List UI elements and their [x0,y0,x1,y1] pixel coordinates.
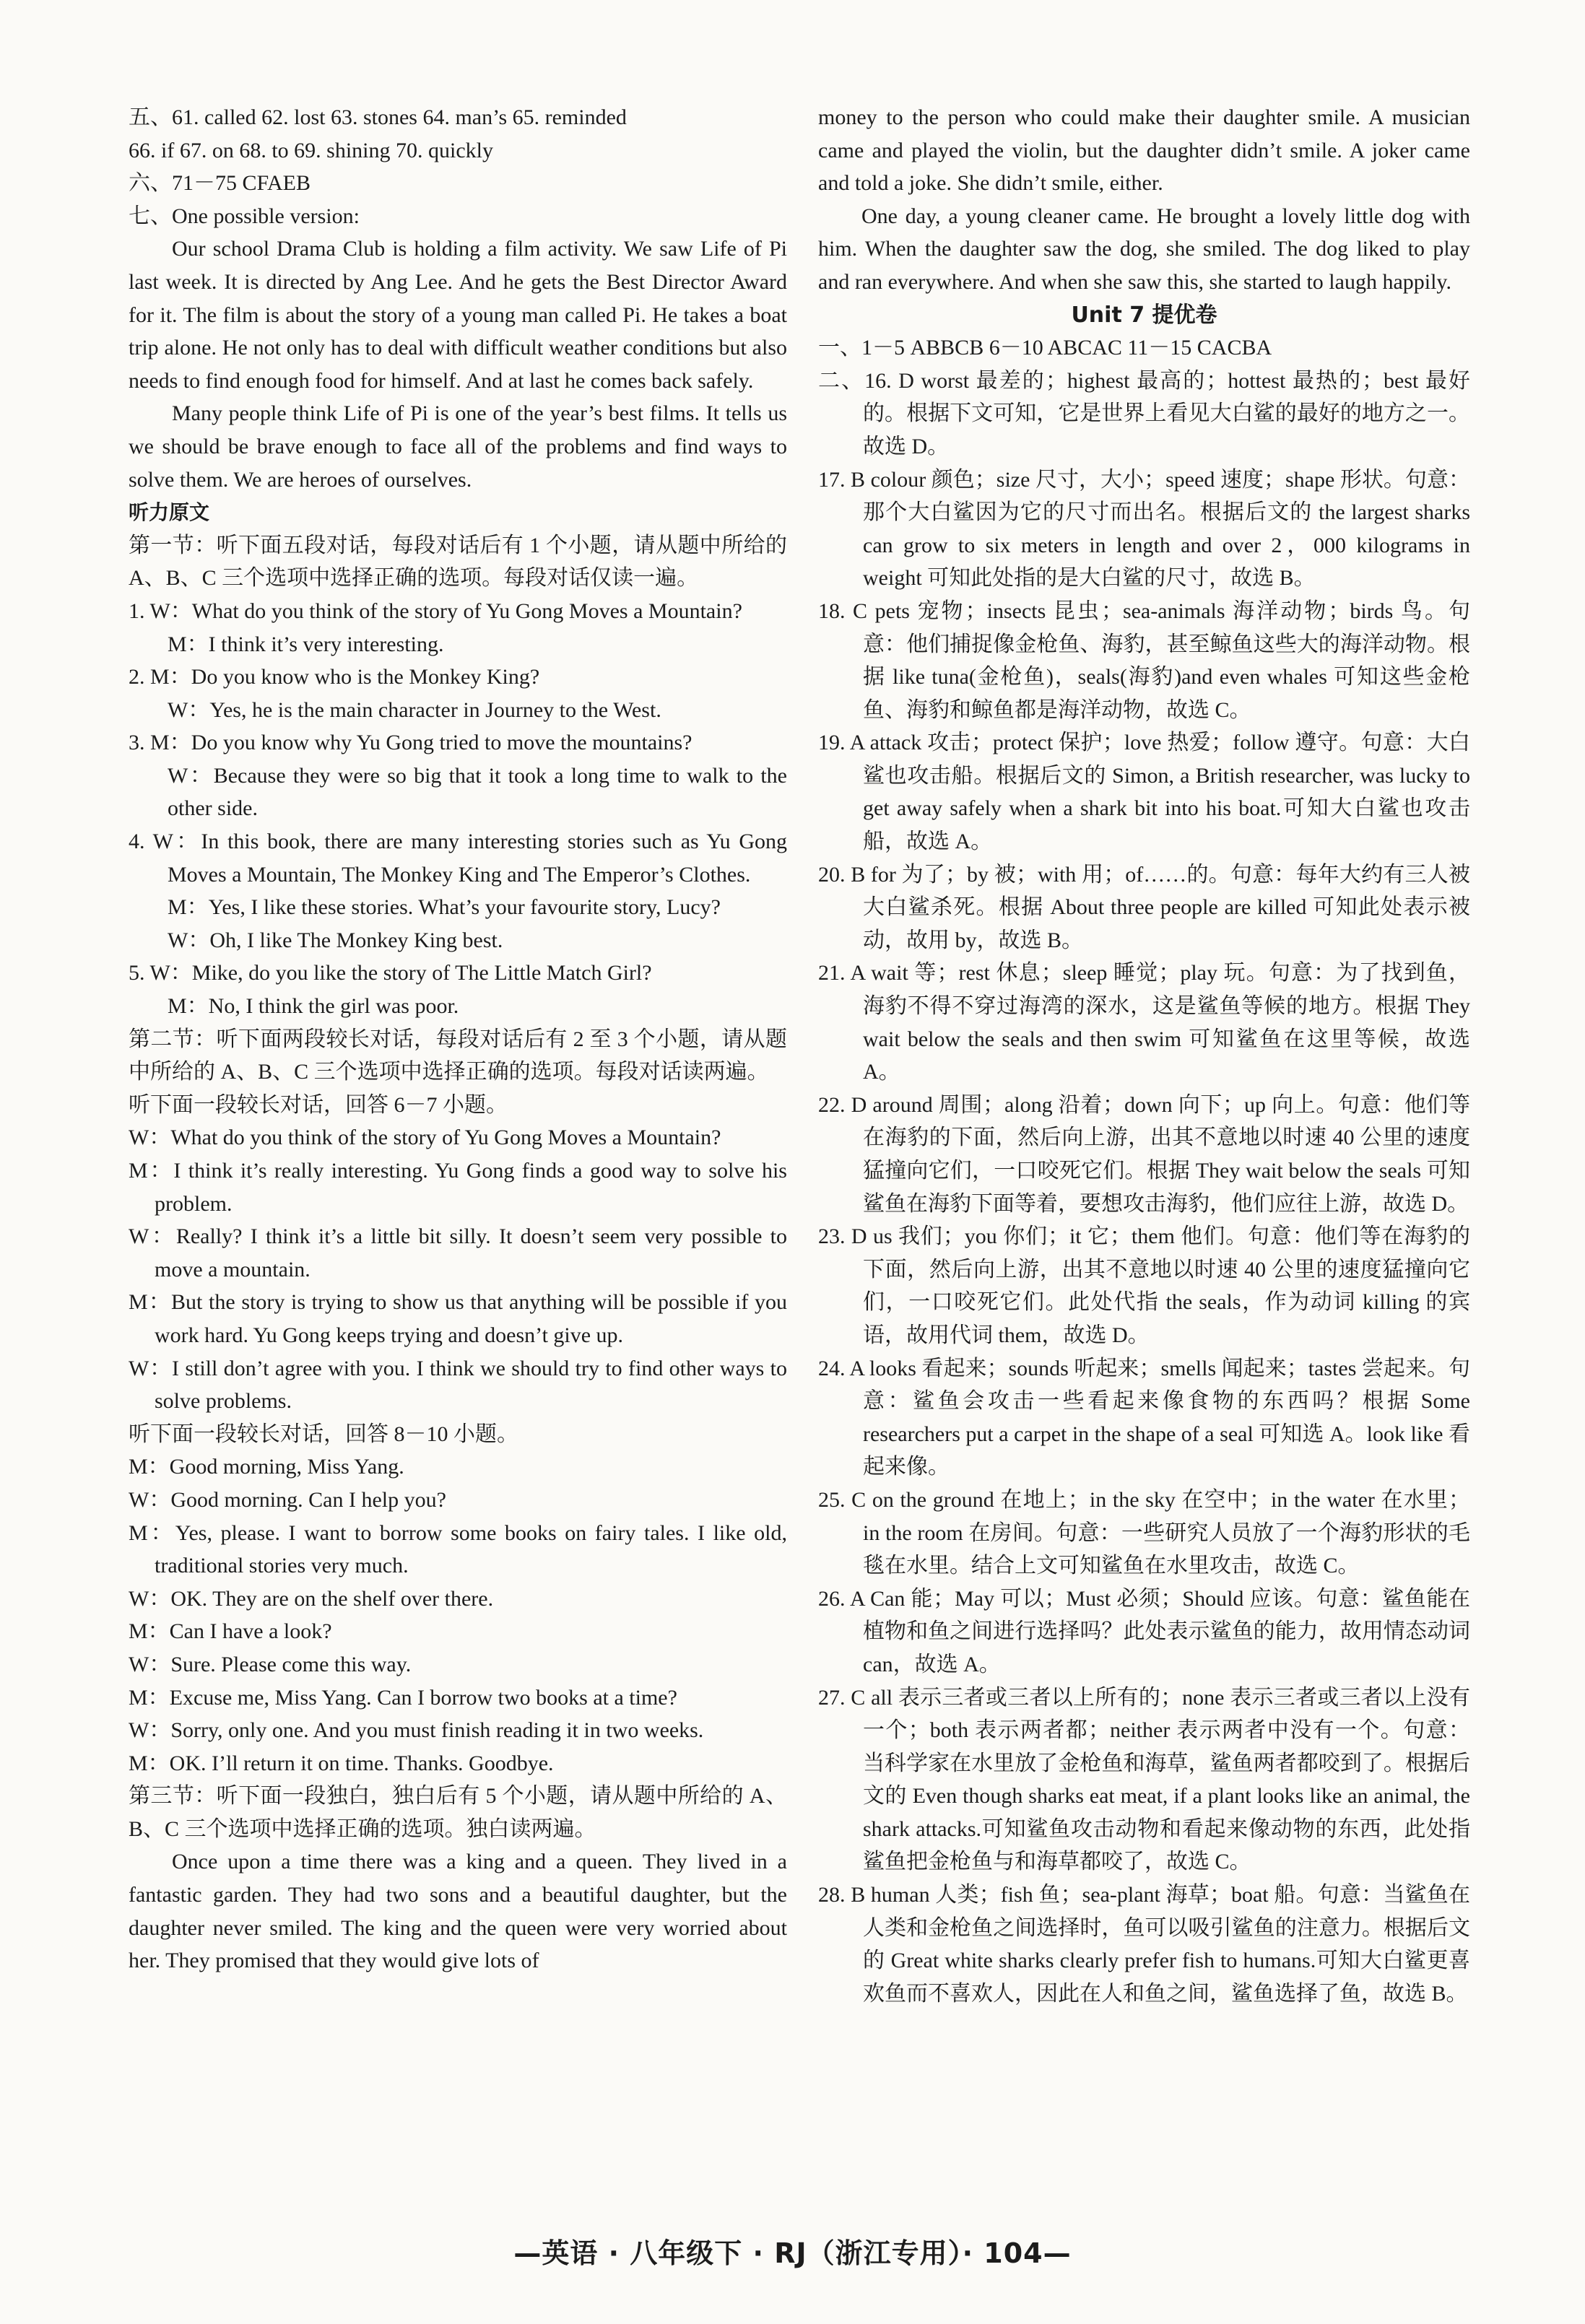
section3-instruction: 第三节：听下面一段独白，独白后有 5 个小题，请从题中所给的 A、B、C 三个选项中选择正确的选项。独白读两遍。 [129,1784,787,1841]
answer-16: 二、16. D worst 最差的；highest 最高的；hottest 最热的；best 最好的。根据下文可知，它是世界上看见大白鲨的最好的地方之一。故选 D。 [818,368,1470,458]
conv2-line4: W：OK. They are on the shelf over there. [129,1586,494,1611]
answer-26: 26. A Can 能；May 可以；Must 必须；Should 应该。句意：鲨鱼能在植物和鱼之间进行选择吗？此处表示鲨鱼的能力，故用情态动词 can，故选 A。 [818,1586,1470,1676]
essay-paragraph-1: Our school Drama Club is holding a film activity. We saw Life of Pi last week. It is directed by Ang Lee. And he gets the Best Director Award for it. The film is about the story of a young man called Pi. He takes a boat trip alone. He not only has to deal with difficult weather conditions but also needs to find enough food for himself. And at last he comes back safely. [129,237,787,393]
answer-20: 20. B for 为了；by 被；with 用；of……的。句意：每年大约有三人被大白鲨杀死。根据 About three people are killed 可知此处表示被动，故用 by，故选 B。 [818,862,1470,952]
answer-18: 18. C pets 宠物；insects 昆虫；sea-animals 海洋动物；birds 鸟。句意：他们捕捉像金枪鱼、海豹，甚至鲸鱼这些大的海洋动物。根据 like tuna(金枪鱼)，seals(海豹)and even whales 可知这些金枪鱼、海豹和鲸鱼都是海洋动物，故选 C。 [818,599,1470,722]
section2-q6-7: 听下面一段较长对话，回答 6－7 小题。 [129,1092,508,1117]
conv1-line3: W：Really? I think it’s a little bit silly. It doesn’t seem very possible to move a mountain. [129,1224,787,1281]
conv2-line7: M：Excuse me, Miss Yang. Can I borrow two books at a time? [129,1685,677,1710]
monologue-continued: money to the person who could make their daughter smile. A musician came and played the violin, but the daughter didn’t smile. A joker came and told a joke. She didn’t smile, either. [818,105,1470,196]
part7-intro: 七、One possible version: [129,204,360,228]
answer-24: 24. A looks 看起来；sounds 听起来；smells 闻起来；tastes 尝起来。句意：鲨鱼会攻击一些看起来像食物的东西吗？根据 Some researchers put a carpet in the shape of a seal 可知选 A。look like 看起来像。 [818,1356,1470,1479]
dialog4-m: M：Yes, I like these stories. What’s your favourite story, Lucy? [168,895,721,920]
dialog4-w2: W：Oh, I like The Monkey King best. [168,928,503,952]
conv2-line2: W：Good morning. Can I help you? [129,1487,446,1512]
essay-paragraph-2: Many people think Life of Pi is one of the year’s best films. It tells us we should be brave enough to face all of the problems and find ways to solve them. We are heroes of ourselves. [129,401,787,492]
part5-answers-line1: 五、61. called 62. lost 63. stones 64. man’s 65. reminded [129,105,627,129]
answer-27: 27. C all 表示三者或三者以上所有的；none 表示三者或三者以上没有一个；both 表示两者都；neither 表示两者中没有一个。句意：当科学家在水里放了金枪鱼和海草，鲨鱼两者都咬到了。根据后文的 Even though sharks eat meat, if a plant looks like an animal, the shark attacks.可知鲨鱼攻击动物和看起来像动物的东西，此处指鲨鱼把金枪鱼与和海草都咬了，故选 C。 [818,1685,1470,1874]
section1-instruction: 第一节：听下面五段对话，每段对话后有 1 个小题，请从题中所给的 A、B、C 三个选项中选择正确的选项。每段对话仅读一遍。 [129,533,787,591]
conv2-line5: M：Can I have a look? [129,1619,332,1644]
dialog3-m: 3. M：Do you know why Yu Gong tried to move the mountains? [129,731,692,755]
answer-28: 28. B human 人类；fish 鱼；sea-plant 海草；boat 船。句意：当鲨鱼在人类和金枪鱼之间选择时，鱼可以吸引鲨鱼的注意力。根据后文的 Great white sharks clearly prefer fish to humans.可知大白鲨更喜欢鱼而不喜欢人，因此在人和鱼之间，鲨鱼选择了鱼，故选 B。 [818,1883,1470,2006]
answer-22: 22. D around 周围；along 沿着；down 向下；up 向上。句意：他们等在海豹的下面，然后向上游，出其不意地以时速 40 公里的速度猛撞向它们，一口咬死它们。根据 They wait below the seals 可知鲨鱼在海豹下面等着，要想攻击海豹，他们应往上游，故选 D。 [818,1092,1470,1216]
dialog2-w: W：Yes, he is the main character in Journey to the West. [168,697,661,722]
section2-q8-10: 听下面一段较长对话，回答 8－10 小题。 [129,1422,518,1446]
part5-answers-line2: 66. if 67. on 68. to 69. shining 70. quickly [129,138,493,162]
page-footer: —英语 · 八年级下 · RJ（浙江专用）· 104— [513,2237,1072,2269]
conv1-line1: W：What do you think of the story of Yu Gong Moves a Mountain? [129,1126,721,1150]
monologue-paragraph-1: Once upon a time there was a king and a queen. They lived in a fantastic garden. They had two sons and a beautiful daughter, but the daughter never smiled. The king and the queen were very worried about her. They promised that they would give lots of [129,1850,787,1973]
monologue-paragraph-2: One day, a young cleaner came. He brought a lovely little dog with him. When the daughter saw the dog, she smiled. The dog liked to play and ran everywhere. And when she saw this, she started to laugh happily. [818,204,1470,294]
part1-answers: 一、1－5 ABBCB 6－10 ABCAC 11－15 CACBA [818,336,1272,360]
dialog3-w: W：Because they were so big that it took a long time to walk to the other side. [168,763,787,821]
conv1-line4: M：But the story is trying to show us that anything will be possible if you work hard. Yu Gong keeps trying and doesn’t give up. [129,1290,787,1347]
conv2-line3: M：Yes, please. I want to borrow some books on fairy tales. I like old, traditional stories very much. [129,1520,787,1578]
dialog2-m: 2. M：Do you know who is the Monkey King? [129,665,540,689]
conv1-line5: W：I still don’t agree with you. I think we should try to find other ways to solve problems. [129,1356,787,1414]
dialog4-w: 4. W：In this book, there are many interesting stories such as Yu Gong Moves a Mountain, The Monkey King and The Emperor’s Clothes. [129,830,787,887]
dialog5-w: 5. W：Mike, do you like the story of The Little Match Girl? [129,961,652,985]
conv2-line8: W：Sorry, only one. And you must finish reading it in two weeks. [129,1718,704,1743]
unit-title: Unit 7 提优卷 [1071,302,1217,328]
dialog5-m: M：No, I think the girl was poor. [168,994,459,1019]
conv2-line9: M：OK. I’ll return it on time. Thanks. Goodbye. [129,1751,554,1775]
dialog1-w: 1. W：What do you think of the story of Yu Gong Moves a Mountain? [129,599,742,623]
answer-25: 25. C on the ground 在地上；in the sky 在空中；in the water 在水里；in the room 在房间。句意：一些研究人员放了一个海豹形状的毛毯在水里。结合上文可知鲨鱼在水里攻击，故选 C。 [818,1487,1470,1578]
listening-script-title: 听力原文 [129,500,210,525]
left-column [129,101,787,1977]
part6-answers: 六、71－75 CFAEB [129,171,311,196]
conv1-line2: M：I think it’s really interesting. Yu Gong finds a good way to solve his problem. [129,1159,787,1216]
conv2-line6: W：Sure. Please come this way. [129,1652,412,1676]
dialog1-m: M：I think it’s very interesting. [168,632,444,656]
section2-instruction: 第二节：听下面两段较长对话，每段对话后有 2 至 3 个小题，请从题中所给的 A、B、C 三个选项中选择正确的选项。每段对话读两遍。 [129,1027,787,1084]
answer-19: 19. A attack 攻击；protect 保护；love 热爱；follow 遵守。句意：大白鲨也攻击船。根据后文的 Simon, a British researcher, was lucky to get away safely when a shark bit into his boat.可知大白鲨也攻击船，故选 A。 [818,731,1470,854]
conv2-line1: M：Good morning, Miss Yang. [129,1455,404,1479]
right-column [818,101,1470,2010]
answer-17: 17. B colour 颜色；size 尺寸，大小；speed 速度；shape 形状。句意：那个大白鲨因为它的尺寸而出名。根据后文的 the largest sharks can grow to six meters in length and over 2，000 kilograms in weight 可知此处指的是大白鲨的尺寸，故选 B。 [818,467,1470,591]
answer-21: 21. A wait 等；rest 休息；sleep 睡觉；play 玩。句意：为了找到鱼，海豹不得不穿过海湾的深水，这是鲨鱼等候的地方。根据 They wait below the seals and then swim 可知鲨鱼在这里等候，故选 A。 [818,961,1470,1084]
answer-23: 23. D us 我们；you 你们；it 它；them 他们。句意：他们等在海豹的下面，然后向上游，出其不意地以时速 40 公里的速度猛撞向它们，一口咬死它们。此处代指 the seals，作为动词 killing 的宾语，故用代词 them，故选 D。 [818,1224,1470,1347]
